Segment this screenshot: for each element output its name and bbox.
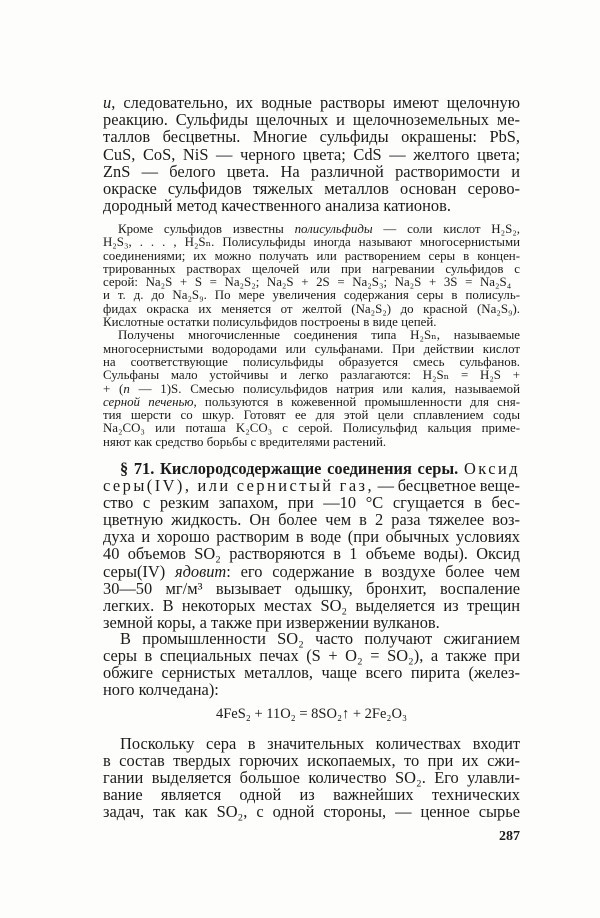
text-segment: : его содержание в воздухе более чем [226,561,520,581]
text-line [103,477,520,494]
text-line [103,681,520,698]
text-line-content [103,562,520,581]
text-line-content [103,93,520,112]
text-segment: + ( [103,381,124,396]
text-line-content: таллов бесцветны. Многие сульфиды окрашены: PbS, [103,127,520,147]
text-line [103,343,520,356]
text-line-content: няют как средство борьбы с вредителями растений. [103,434,387,449]
text-line [103,752,520,769]
text-line [103,163,520,180]
italic-text: n [123,381,130,396]
paragraph [103,630,520,699]
text-line [103,735,520,752]
text-line-content: Получены многочисленные соединения типа H₂Sₙ, называемые [118,328,520,343]
text-line [103,356,520,369]
text-line-content: дородный метод качественного анализа катионов. [103,196,451,216]
text-line [103,289,520,302]
text-line [103,664,520,681]
italic-text: ядовит [174,561,227,581]
text-line [103,422,520,435]
text-line-content: и т. д. до Na₂S₉. По мере увеличения содержания серы в полисуль- [103,288,520,303]
text-line [103,111,520,128]
text-line-content: ZnS — белого цвета. На различной растворимости и [103,161,520,181]
text-line-content: серы в специальных печах (S + O₂ = SO₂), а также при [103,645,520,665]
chemical-equation: 4FeS₂ + 11O₂ = 8SO₂↑ + 2Fe₂O₃ [215,706,408,722]
text-line-content: в состав твердых горючих ископаемых, то при их сжи- [103,750,520,770]
text-line-content: реакцию. Сульфиды щелочных и щелочноземельных ме- [103,110,520,130]
paragraph [103,460,520,632]
text-line [103,647,520,664]
text-line-content [103,382,520,396]
text-line-content: многосернистыми водородами или сульфанами. При действии кислот [103,341,520,356]
text-line-content: Сульфаны мало устойчивы и легко разлагаются: H₂Sₙ = H₂S + [103,368,520,383]
text-segment: , следовательно, их водные растворы имеют щелочную [111,93,520,112]
text-line [103,236,520,249]
text-line [103,630,520,647]
text-line-content: обжиге сернистых металлов, чаще всего пирита (желез- [103,663,520,683]
bold-text: § 71. Кислородсодержащие соединения серы. [120,458,459,478]
italic-text: и [103,93,112,112]
text-line [103,769,520,786]
text-line-content: H₂S₃, . . . , H₂Sₙ. Полисульфиды иногда называют многосернистыми [103,235,520,250]
text-line [103,528,520,545]
paragraph [103,735,520,821]
italic-text: полисульфиды [294,222,373,236]
text-line [103,263,520,276]
text-line [103,494,520,511]
text-line [103,316,520,329]
text-line-content: земной коры, а также при извержении вулканов. [103,613,440,633]
italic-text: серной печенью [103,394,194,409]
text-line-content: фидах окраска их меняется от желтой (Na₂S₂) до красной (Na₂S₉). [103,301,520,316]
text-line-content [120,459,520,478]
text-line [103,329,520,342]
text-segment: — бесцветное веще- [374,475,520,495]
text-line-content: соединениями; их можно получать или растворением серы в концен- [103,248,520,263]
text-line-content: Na₂CO₃ или поташа K₂CO₃ с серой. Полисульфид кальция приме- [103,421,520,436]
paragraph [103,94,520,214]
text-line-content: ного колчедана): [103,680,219,700]
page-number: 287 [499,829,520,844]
text-line [103,409,520,422]
text-line [103,803,520,820]
text-line [103,580,520,597]
text-line-content: гании выделяется большое количество SO₂. Его улавли- [103,767,520,787]
text-line [103,146,520,163]
text-line [103,545,520,562]
text-line-content: на соответствующие полисульфиды образуется смесь сульфанов. [103,354,520,369]
text-line-content: Поскольку сера в значительных количествах входит [120,733,520,753]
text-line [103,180,520,197]
text-line [103,511,520,528]
text-line [103,250,520,263]
text-line-content: духа и хорошо растворим в воде (при обычных условиях [103,527,520,547]
spaced-text: Оксид [463,458,521,478]
text-segment: , пользуются в кожевенной промышленности для сня- [193,394,520,409]
text-line [103,436,520,449]
text-line [103,94,520,111]
text-line-content: легких. В некоторых местах SO₂ выделяется из трещин [103,596,520,615]
text-line [103,223,520,236]
text-segment: Кроме сульфидов известны [118,222,295,236]
text-line-content: цветную жидкость. Он более чем в 2 раза тяжелее воз- [103,510,520,530]
text-line-content: 40 объемов SO₂ растворяются в 1 объеме воды). Оксид [103,544,520,564]
spaced-text: серы(IV), или сернистый газ, [103,475,375,495]
text-segment: — соли кислот H₂S₂, [372,222,520,236]
text-line [103,786,520,803]
text-line-content: Кислотные остатки полисульфидов построены в виде цепей. [103,315,437,330]
text-line [103,597,520,614]
text-line [103,197,520,214]
text-line-content: серой: Na₂S + S = Na₂S₂; Na₂S + 2S = Na₂S₃; Na₂S + 3S = Na₂S₄ [103,275,512,290]
text-line-content: CuS, CoS, NiS — черного цвета; CdS — желтого цвета; [103,144,520,164]
small-print-paragraph [103,329,520,449]
text-line [103,460,520,477]
text-line-content [103,395,520,409]
text-line [103,128,520,145]
text-line-content: задач, так как SO₂, с одной стороны, — ценное сырье [103,802,520,822]
text-line-content: 30—50 мг/м³ вызывает одышку, бронхит, воспаление [103,578,520,598]
text-segment: серы(IV) [103,561,175,581]
text-line [103,396,520,409]
text-line-content: трированных растворах щелочей или при нагревании сульфидов с [103,261,520,276]
text-line-content: В промышленности SO₂ часто получают сжиганием [120,628,520,648]
text-line-content: тия шерсти со шкур. Готовят ее для этой цели сплавлением соды [103,408,520,423]
text-line [103,369,520,382]
text-line-content: окраске сульфидов тяжелых металлов основан серово- [103,178,520,198]
text-segment: — 1)S. Смесью полисульфидов натрия или калия, называемой [129,381,520,396]
text-line [103,383,520,396]
text-line-content: ство с резким запахом, при —10 °C сгущается в бес- [103,492,520,512]
text-line [103,563,520,580]
text-line-content: вание является одной из важнейших технических [103,785,520,805]
small-print-paragraph [103,223,520,329]
text-line [103,303,520,316]
text-line-content [118,222,520,236]
text-line [103,276,520,289]
text-line-content [103,476,520,495]
